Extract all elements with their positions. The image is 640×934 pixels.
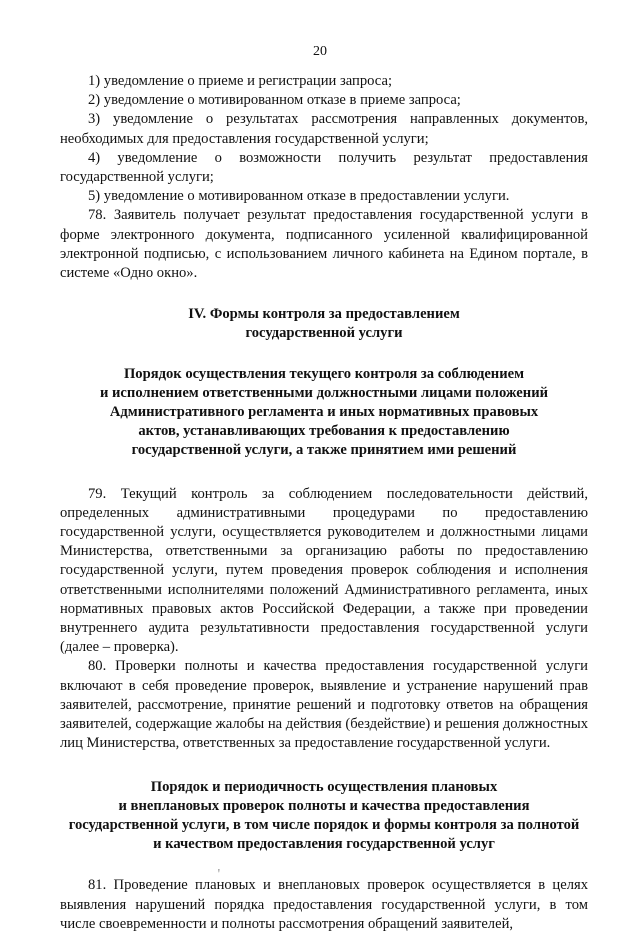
- section-heading-line: IV. Формы контроля за предоставлением: [188, 306, 460, 323]
- section-heading: [60, 305, 588, 343]
- subheading-line: актов, устанавливающих требования к предоставлению: [138, 423, 510, 440]
- subheading-inspections: [60, 778, 588, 855]
- subheading-line: Порядок и периодичность осуществления плановых: [150, 778, 498, 795]
- stray-mark: ꞌ: [218, 868, 220, 879]
- document-body: [60, 72, 588, 934]
- list-item-notification-4: 4) уведомление о возможности получить результат предоставления государственной услуги;: [60, 149, 588, 186]
- list-item-notification-2: 2) уведомление о мотивированном отказе в приеме запроса;: [88, 92, 461, 109]
- list-item-notification-1: 1) уведомление о приеме и регистрации запроса;: [88, 73, 392, 89]
- list-item-notification-5: 5) уведомление о мотивированном отказе в предоставлении услуги.: [88, 188, 510, 205]
- subheading-line: и качеством предоставления государственной услуг: [153, 836, 495, 853]
- paragraph-81: 81. Проведение плановых и внеплановых проверок осуществляется в целях выявления нарушений порядка предоставления государственной услуги, в том числе своевременности и полноты рассмотрения обращений заявителей,: [60, 877, 588, 932]
- subheading-line: государственной услуги, в том числе порядок и формы контроля за полнотой: [68, 816, 580, 833]
- spacer: [60, 754, 588, 778]
- spacer: [60, 344, 588, 365]
- paragraph-80: 80. Проверки полноты и качества предоставления государственной услуги включают в себя проведение проверок, выявление и устранение нарушений прав заявителей, рассмотрение, принятие решений и подготовку ответов на обращения заявителей, содержащие жалобы на действия (бездействие) и решения должностных лиц Министерства, ответственных за предоставление государственной услуги.: [60, 658, 588, 752]
- paragraph-79: 79. Текущий контроль за соблюдением последовательности действий, определенных административными процедурами по предоставлению государственной услуги, осуществляется руководителем и должностными лицами Министерства, ответственными за организацию работы по предоставлению государственной услуги, путем проведения проверок соблюдения и исполнения ответственными исполнителями положений Административного регламента, иных нормативных правовых актов Российской Федерации, а также при проведении внутреннего аудита результативности предоставления государственной услуги (далее – проверка).: [60, 485, 588, 656]
- subheading-current-control: [60, 365, 588, 461]
- spacer: [60, 283, 588, 305]
- subheading-line: Порядок осуществления текущего контроля за соблюдением: [123, 365, 525, 382]
- page-number: 20: [313, 44, 327, 59]
- subheading-line: и внеплановых проверок полноты и качества предоставления: [118, 797, 530, 814]
- section-heading-line: государственной услуги: [245, 325, 403, 342]
- subheading-line: Административного регламента и иных нормативных правовых: [109, 404, 539, 421]
- spacer: [60, 854, 588, 876]
- list-item-notification-3: 3) уведомление о результатах рассмотрения направленных документов, необходимых для предоставления государственной услуги;: [60, 111, 588, 147]
- subheading-line: и исполнением ответственными должностными лицами положений: [99, 384, 549, 401]
- subheading-line: государственной услуги, а также принятием ими решений: [131, 442, 517, 459]
- paragraph-78: 78. Заявитель получает результат предоставления государственной услуги в форме электронного документа, подписанного усиленной квалифицированной электронной подписью, с использованием личного кабинета на Едином портале, в системе «Одно окно».: [60, 207, 588, 282]
- spacer: [60, 461, 588, 485]
